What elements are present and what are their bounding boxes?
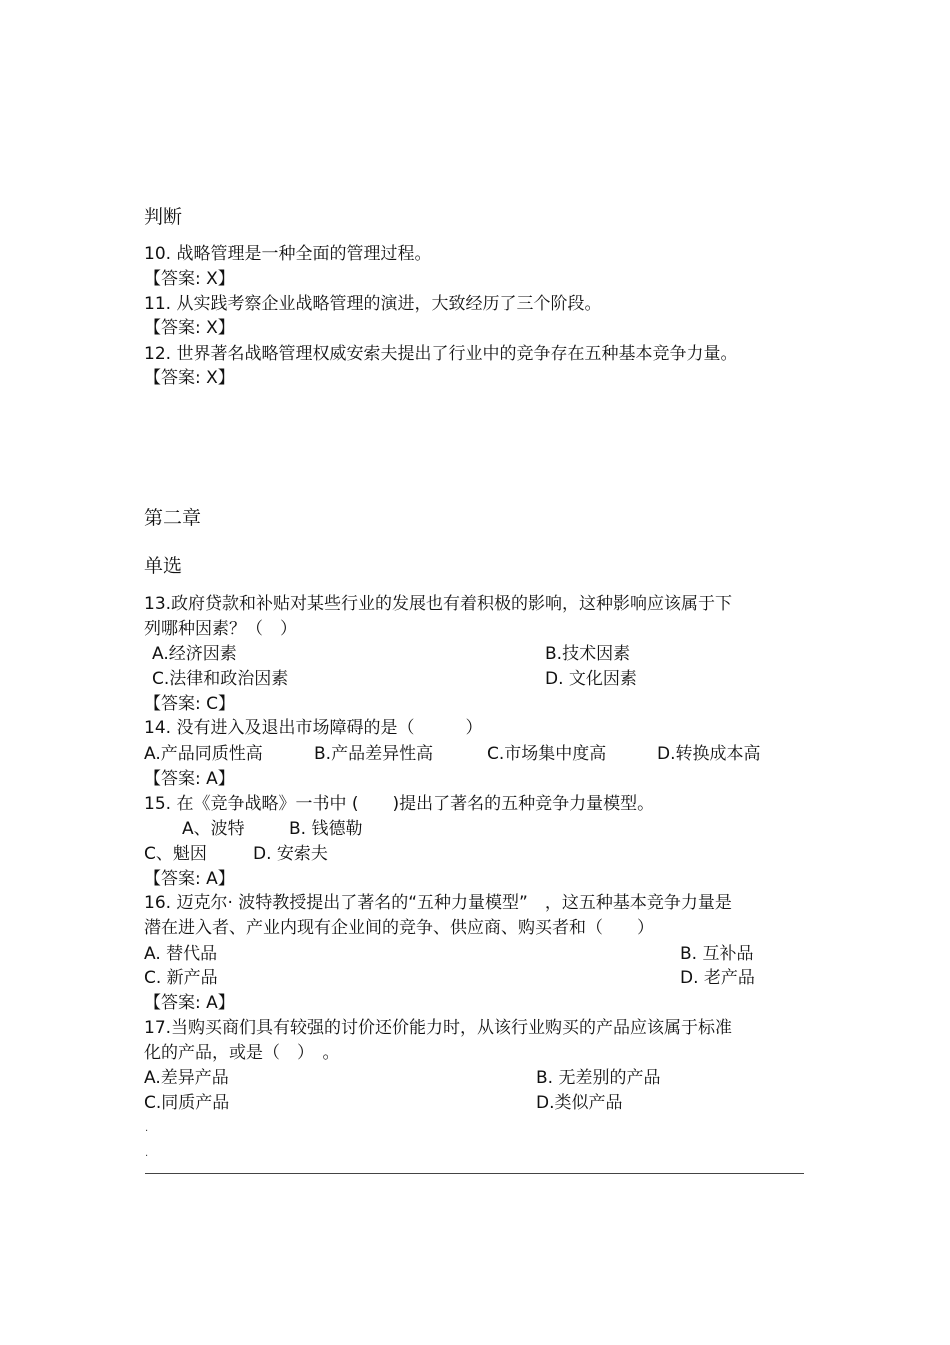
question-13-line-1: 13.政府贷款和补贴对某些行业的发展也有着积极的影响，这种影响应该属于下: [144, 594, 733, 614]
answer-12: 【答案: X】: [144, 368, 235, 388]
option-16-b: B. 互补品: [680, 944, 754, 964]
option-17-a: A.差异产品: [144, 1068, 229, 1088]
footer-dot: .: [145, 1123, 149, 1134]
option-14-a: A.产品同质性高: [144, 744, 263, 764]
question-10: 10. 战略管理是一种全面的管理过程。: [144, 244, 432, 264]
option-13-d: D. 文化因素: [545, 669, 637, 689]
answer-10: 【答案: X】: [144, 269, 235, 289]
question-17-line-1: 17.当购买商们具有较强的讨价还价能力时，从该行业购买的产品应该属于标准: [144, 1018, 733, 1038]
footer-dot: .: [145, 1148, 149, 1159]
question-15: 15. 在《竞争战略》一书中 ( )提出了著名的五种竞争力量模型。: [144, 794, 655, 814]
question-14: 14. 没有进入及退出市场障碍的是（ ）: [144, 718, 483, 738]
section-heading-single: 单选: [144, 555, 183, 577]
option-13-b: B.技术因素: [545, 644, 631, 664]
question-13-line-2: 列哪种因素？（ ）: [144, 619, 297, 639]
option-14-b: B.产品差异性高: [314, 744, 434, 764]
question-16-line-1: 16. 迈克尔· 波特教授提出了著名的“五种力量模型” ，这五种基本竞争力量是: [144, 893, 732, 913]
option-16-a: A. 替代品: [144, 944, 218, 964]
chapter-heading: 第二章: [144, 507, 202, 529]
option-17-b: B. 无差别的产品: [536, 1068, 661, 1088]
option-14-c: C.市场集中度高: [487, 744, 607, 764]
option-14-d: D.转换成本高: [657, 744, 761, 764]
option-16-c: C. 新产品: [144, 968, 218, 988]
option-15-c: C、魁因: [144, 844, 207, 864]
question-17-line-2: 化的产品，或是（ ） 。: [144, 1043, 340, 1063]
answer-14: 【答案: A】: [144, 769, 235, 789]
option-13-c: C.法律和政治因素: [152, 669, 289, 689]
answer-13: 【答案: C】: [144, 694, 236, 714]
question-11: 11. 从实践考察企业战略管理的演进，大致经历了三个阶段。: [144, 294, 602, 314]
option-17-c: C.同质产品: [144, 1093, 230, 1113]
option-16-d: D. 老产品: [680, 968, 755, 988]
question-16-line-2: 潜在进入者、产业内现有企业间的竞争、供应商、购买者和（ ）: [144, 918, 654, 938]
answer-15: 【答案: A】: [144, 869, 235, 889]
option-15-b: B. 钱德勒: [289, 819, 363, 839]
answer-16: 【答案: A】: [144, 993, 235, 1013]
option-13-a: A.经济因素: [152, 644, 237, 664]
option-17-d: D.类似产品: [536, 1093, 623, 1113]
option-15-a: A、波特: [182, 819, 245, 839]
option-15-d: D. 安索夫: [253, 844, 328, 864]
answer-11: 【答案: X】: [144, 318, 235, 338]
question-12: 12. 世界著名战略管理权威安索夫提出了行业中的竞争存在五种基本竞争力量。: [144, 344, 738, 364]
footer-rule: [145, 1173, 804, 1174]
section-heading-judge: 判断: [144, 206, 183, 228]
